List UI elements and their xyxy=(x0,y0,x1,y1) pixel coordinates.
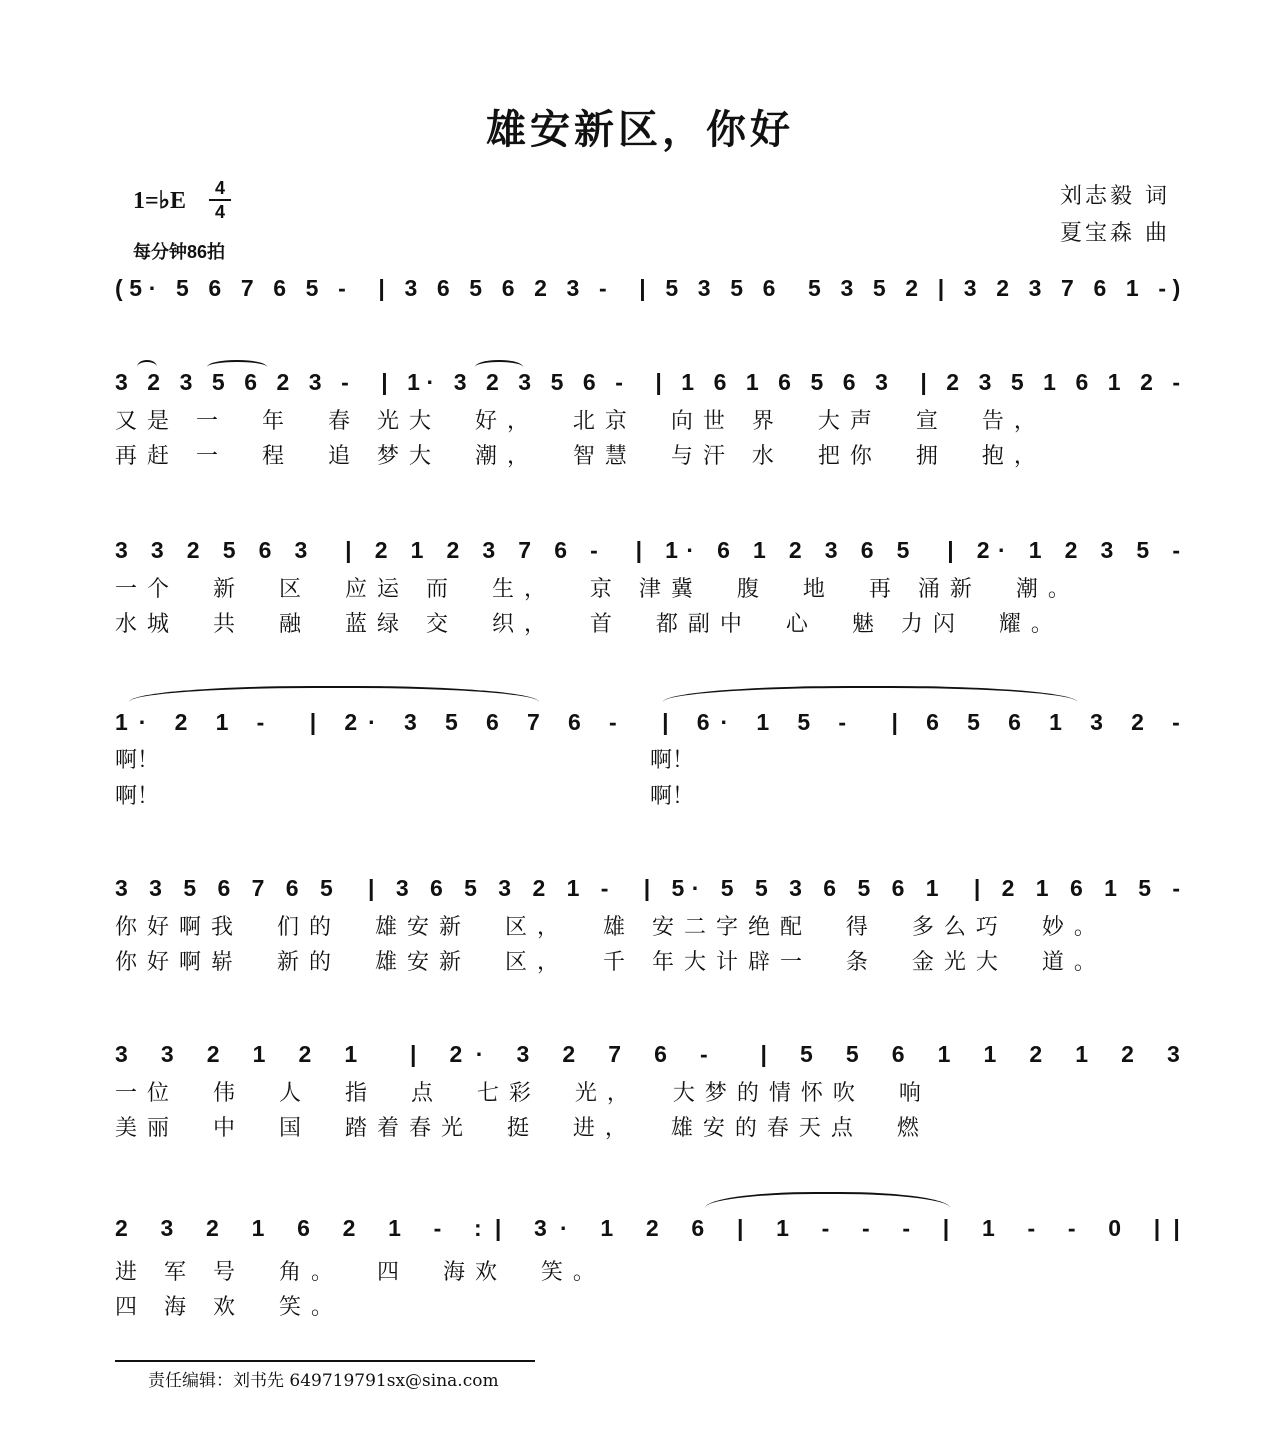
phrase-slur xyxy=(129,686,539,702)
meter-divider xyxy=(209,199,231,201)
key-signature: 1=♭E xyxy=(133,188,187,214)
lyric-verse-1: 进 军 号 角。 四 海欢 笑。 xyxy=(115,1260,605,1285)
lyric-verse-1: 一位 伟 人 指 点 七彩 光， 大梦的情怀吹 响 xyxy=(115,1081,931,1106)
note-line: 3 2 3 5 6 2 3 - | 1· 3 2 3 5 6 - | 1 6 1 6 5 6 3 | 2 3 5 1 6 1 2 - xyxy=(115,369,1187,395)
footer-divider xyxy=(115,1360,535,1362)
lyric-verse-2: 美丽 中 国 踏着春光 挺 进， 雄安的春天点 燃 xyxy=(115,1116,929,1141)
composer: 夏宝森 曲 xyxy=(1060,221,1170,246)
lyric-verse-1: 你好啊我 们的 雄安新 区， 雄 安二字绝配 得 多么巧 妙。 xyxy=(115,915,1106,940)
lyric-verse-2: 四 海 欢 笑。 xyxy=(115,1295,343,1320)
note-line: 3 3 5 6 7 6 5 | 3 6 5 3 2 1 - | 5· 5 5 3 6 5 6 1 | 2 1 6 1 5 - xyxy=(115,875,1188,901)
note-line: 1· 2 1 - | 2· 3 5 6 7 6 - | 6· 1 5 - | 6 5 6 1 3 2 - xyxy=(115,709,1191,735)
lyric-verse-2: 再赶 一 程 追 梦大 潮， 智慧 与汗 水 把你 拥 抱， xyxy=(115,444,1046,469)
lyric-verse-2: 水城 共 融 蓝绿 交 织， 首 都副中 心 魅 力闪 耀。 xyxy=(115,612,1063,637)
lyric-verse-1: 又是 一 年 春 光大 好， 北京 向世 界 大声 宣 告， xyxy=(115,409,1046,434)
note-line: (5· 5 6 7 6 5 - | 3 6 5 6 2 3 - | 5 3 5 6 5 3 5 2 | 3 2 3 7 6 1 -) xyxy=(115,275,1187,301)
lyric-verse-1: 一个 新 区 应运 而 生， 京 津冀 腹 地 再 涌新 潮。 xyxy=(115,577,1080,602)
note-line: 2 3 2 1 6 2 1 - :| 3· 1 2 6 | 1 - - - | 1 - - 0 || xyxy=(115,1215,1194,1241)
note-line: 3 3 2 1 2 1 | 2· 3 2 7 6 - | 5 5 6 1 1 2 1 2 3 xyxy=(115,1041,1194,1067)
phrase-slur xyxy=(663,686,1077,702)
tempo-marking: 每分钟86拍 xyxy=(133,242,226,262)
lyric-ah: 啊！ xyxy=(650,748,695,773)
meter-top: 4 xyxy=(214,178,225,198)
lyricist: 刘志毅 词 xyxy=(1060,184,1170,209)
lyric-ah: 啊！ xyxy=(115,748,160,773)
song-title: 雄安新区，你好 xyxy=(486,106,794,153)
phrase-slur xyxy=(705,1192,950,1208)
lyric-ah: 啊！ xyxy=(115,784,160,809)
footer-editor: 责任编辑：刘书先 649719791sx@sina.com xyxy=(148,1371,499,1391)
lyric-verse-2: 你好啊崭 新的 雄安新 区， 千 年大计辟一 条 金光大 道。 xyxy=(115,950,1106,975)
note-line: 3 3 2 5 6 3 | 2 1 2 3 7 6 - | 1· 6 1 2 3 6 5 | 2· 1 2 3 5 - xyxy=(115,537,1189,563)
time-signature xyxy=(207,178,233,222)
lyric-ah: 啊！ xyxy=(650,784,695,809)
meter-bottom: 4 xyxy=(214,202,225,222)
credits xyxy=(1060,178,1170,252)
